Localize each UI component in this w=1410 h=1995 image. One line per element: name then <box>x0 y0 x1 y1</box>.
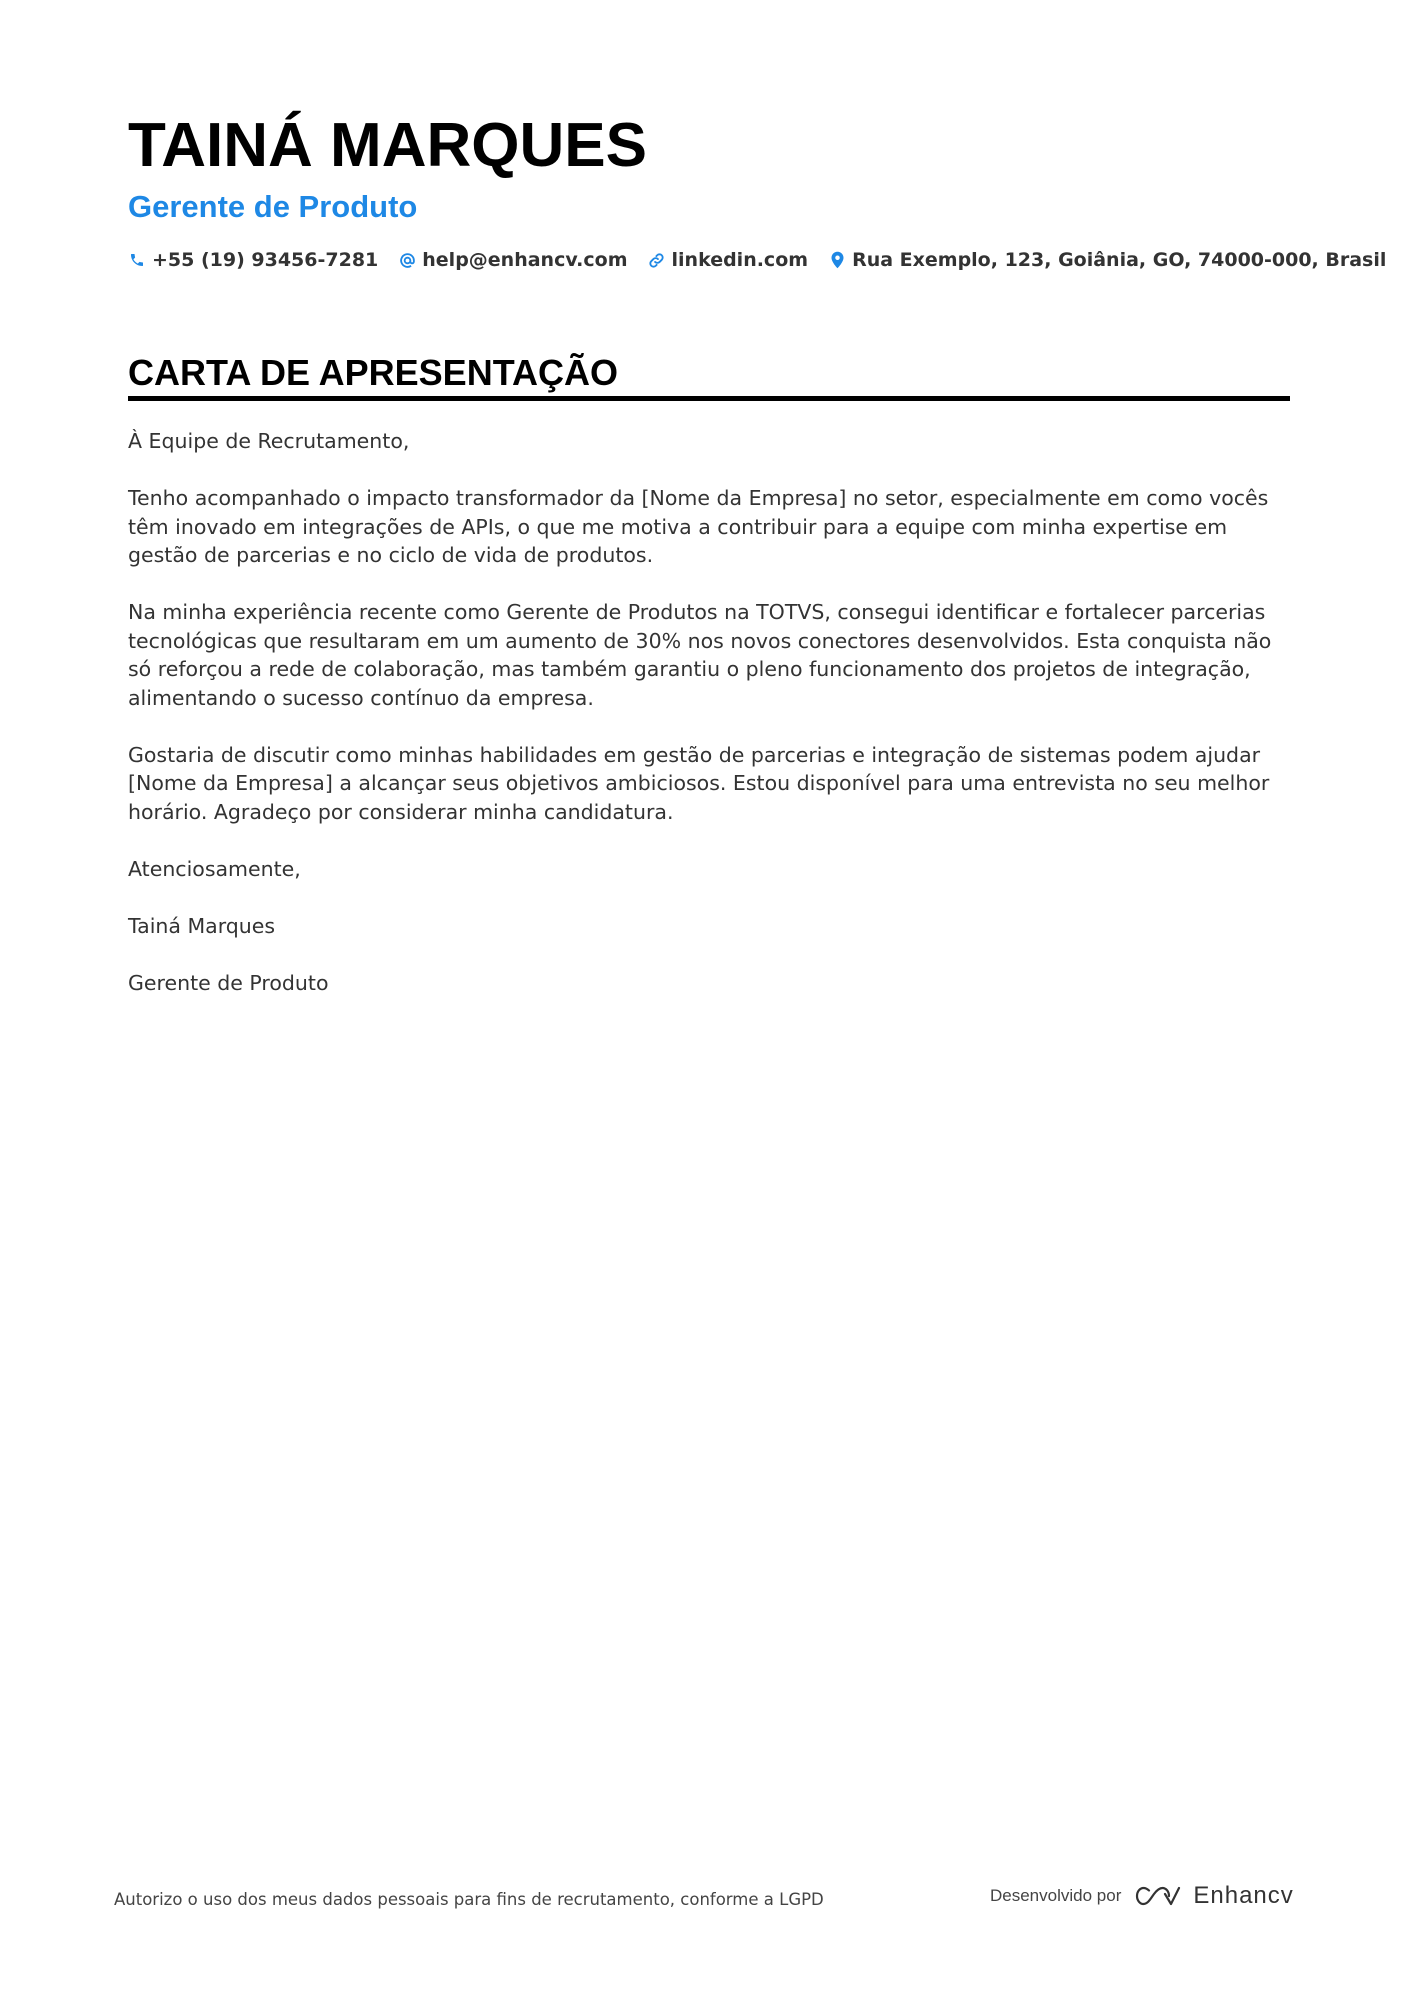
candidate-name: TAINÁ MARQUES <box>128 111 647 180</box>
email-text[interactable]: help@enhancv.com <box>422 249 628 271</box>
enhancv-logo-icon <box>1135 1884 1181 1908</box>
section-title: CARTA DE APRESENTAÇÃO <box>128 352 619 393</box>
letter-closing: Atenciosamente, <box>128 856 301 881</box>
link-icon <box>648 250 666 270</box>
letter-paragraph: Gostaria de discutir como minhas habilidades em gestão de parcerias e integração de sistemas podem ajudar [Nome da Empresa] a alcançar seus objetivos ambiciosos. Estou disponível para uma entrevista no seu melhor horário. Agradeço por considerar minha candidatura. <box>128 742 1270 824</box>
location-text: Rua Exemplo, 123, Goiânia, GO, 74000-000, Brasil <box>852 249 1387 271</box>
phone-icon <box>128 250 146 270</box>
consent-note: Autorizo o uso dos meus dados pessoais para fins de recrutamento, conforme a LGPD <box>114 1890 824 1909</box>
link-text[interactable]: linkedin.com <box>671 249 809 271</box>
letter-greeting: À Equipe de Recrutamento, <box>128 429 410 453</box>
signature-title: Gerente de Produto <box>128 970 329 995</box>
contact-phone <box>128 248 378 272</box>
contact-email[interactable] <box>398 248 627 272</box>
cover-letter-page <box>128 110 1387 1026</box>
section-divider <box>128 396 1290 401</box>
signature-name: Tainá Marques <box>128 913 276 938</box>
letter-body <box>128 427 1290 997</box>
letter-paragraph: Na minha experiência recente como Gerente de Produtos na TOTVS, consegui identificar e fortalecer parcerias tecnológicas que resultaram em um aumento de 30% nos novos conectores desenvolvidos. Esta conquista não só reforçou a rede de colaboração, mas também garantiu o pleno funcionamento dos projetos de integração, alimentando o sucesso contínuo da empresa. <box>128 600 1272 710</box>
contact-bar <box>128 248 1387 272</box>
brand-name: Enhancv <box>1193 1882 1294 1909</box>
candidate-title: Gerente de Produto <box>128 189 418 224</box>
contact-link[interactable] <box>648 248 809 272</box>
contact-location <box>828 248 1386 272</box>
powered-by-label: Desenvolvido por <box>990 1886 1122 1905</box>
location-pin-icon <box>828 250 846 270</box>
at-icon <box>398 250 416 270</box>
phone-text: +55 (19) 93456-7281 <box>152 249 379 271</box>
letter-paragraph: Tenho acompanhado o impacto transformador da [Nome da Empresa] no setor, especialmente em como vocês têm inovado em integrações de APIs, o que me motiva a contribuir para a equipe com minha expertise em gestão de parcerias e no ciclo de vida de produtos. <box>128 486 1269 567</box>
powered-by[interactable] <box>990 1882 1294 1910</box>
